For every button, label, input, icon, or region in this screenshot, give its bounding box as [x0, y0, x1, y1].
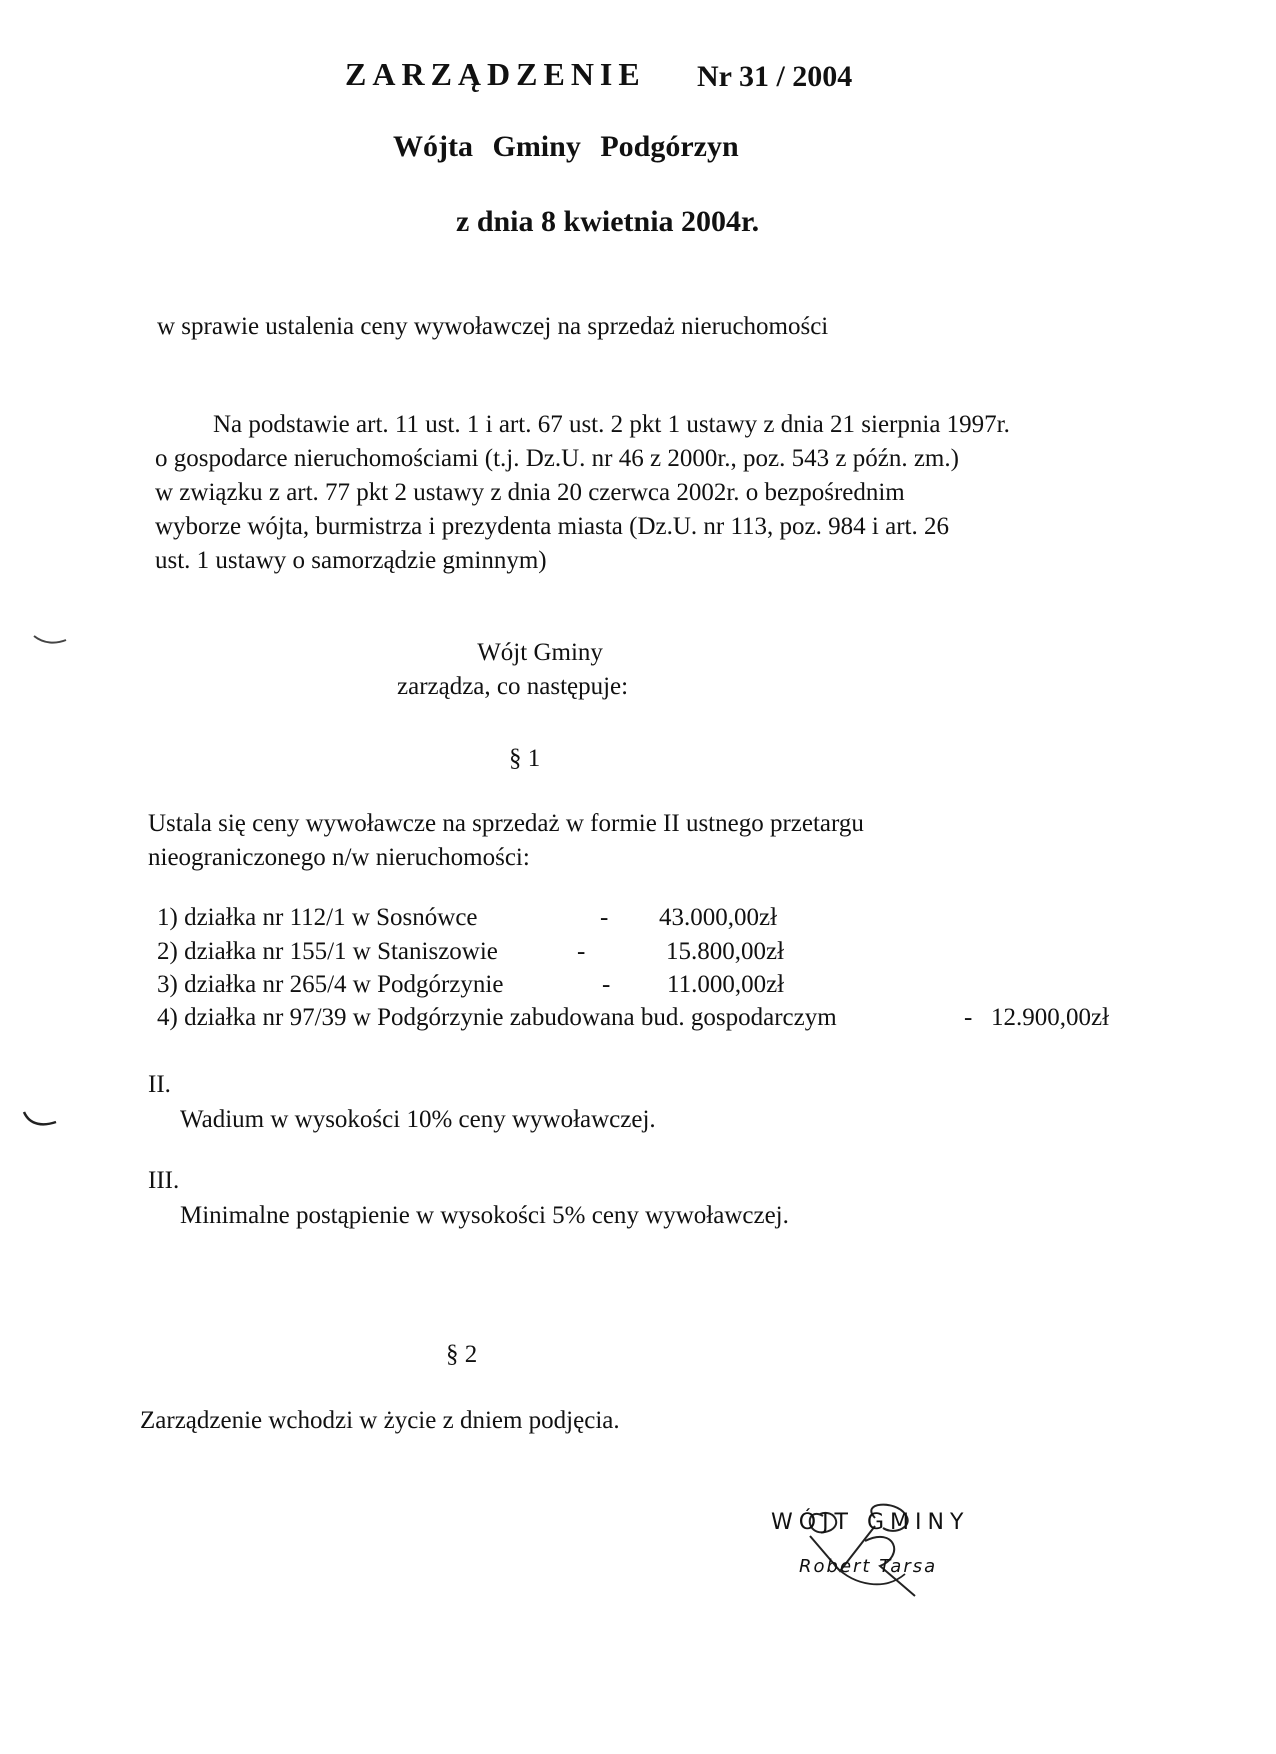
- ordering-line2: zarządza, co następuje:: [397, 673, 629, 700]
- ordering-heading: [397, 636, 629, 704]
- document-subject: w sprawie ustalenia ceny wywoławczej na sprzedaż nieruchomości: [157, 313, 829, 340]
- section2-text: Zarządzenie wchodzi w życie z dniem podjęcia.: [140, 1407, 620, 1434]
- section2-label: § 2: [446, 1341, 478, 1368]
- legal-basis-line: Na podstawie art. 11 ust. 1 i art. 67 ust. 2 pkt 1 ustawy z dnia 21 sierpnia 1997r.: [213, 411, 1010, 438]
- subsection-text: Wadium w wysokości 10% ceny wywoławczej.: [180, 1106, 656, 1133]
- stamp-title: WÓJT GMINY: [771, 1510, 970, 1535]
- item-dash: -: [577, 938, 586, 965]
- item-desc: 1) działka nr 112/1 w Sosnówce: [157, 904, 478, 931]
- section1-text-line: nieograniczonego n/w nieruchomości:: [148, 844, 530, 871]
- section1-text: [148, 807, 864, 875]
- list-item: [157, 1004, 1127, 1036]
- scan-mark-icon: [30, 630, 70, 650]
- subsection-text: Minimalne postąpienie w wysokości 5% ceny wywoławczej.: [180, 1202, 789, 1229]
- section1-label: § 1: [509, 745, 541, 772]
- item-dash: -: [964, 1004, 973, 1031]
- list-item: [157, 971, 1107, 1003]
- item-desc: 2) działka nr 155/1 w Staniszowie: [157, 938, 498, 965]
- section1-text-line: Ustala się ceny wywoławcze na sprzedaż w formie II ustnego przetargu: [148, 810, 864, 837]
- ordering-line1: Wójt Gminy: [477, 639, 603, 666]
- subsection-number: II.: [148, 1071, 171, 1098]
- subsection-number: III.: [148, 1167, 180, 1194]
- legal-basis-line: o gospodarce nieruchomościami (t.j. Dz.U. nr 46 z 2000r., poz. 543 z późn. zm.): [155, 445, 959, 472]
- legal-basis-line: ust. 1 ustawy o samorządzie gminnym): [155, 547, 547, 574]
- item-price: 12.900,00zł: [991, 1004, 1110, 1031]
- item-dash: -: [600, 904, 609, 931]
- list-item: [157, 938, 1107, 970]
- document-date: z dnia 8 kwietnia 2004r.: [456, 205, 760, 238]
- item-price: 11.000,00zł: [667, 971, 785, 998]
- legal-basis-line: w związku z art. 77 pkt 2 ustawy z dnia 20 czerwca 2002r. o bezpośrednim: [155, 479, 905, 506]
- signature-stamp: [765, 1496, 995, 1626]
- document-issuer: Wójta Gminy Podgórzyn: [393, 130, 739, 163]
- stamp-name: Robert Tarsa: [799, 1556, 938, 1577]
- item-price: 43.000,00zł: [659, 904, 778, 931]
- list-item: [157, 904, 1107, 936]
- document-title: ZARZĄDZENIE: [345, 56, 646, 92]
- legal-basis-line: wyborze wójta, burmistrza i prezydenta miasta (Dz.U. nr 113, poz. 984 i art. 26: [155, 513, 949, 540]
- item-price: 15.800,00zł: [666, 938, 785, 965]
- scan-mark-icon: [20, 1108, 60, 1132]
- item-desc: 3) działka nr 265/4 w Podgórzynie: [157, 971, 504, 998]
- legal-basis: [155, 408, 1155, 578]
- item-dash: -: [602, 971, 611, 998]
- document-number: Nr 31 / 2004: [697, 60, 853, 93]
- item-desc: 4) działka nr 97/39 w Podgórzynie zabudowana bud. gospodarczym: [157, 1004, 837, 1031]
